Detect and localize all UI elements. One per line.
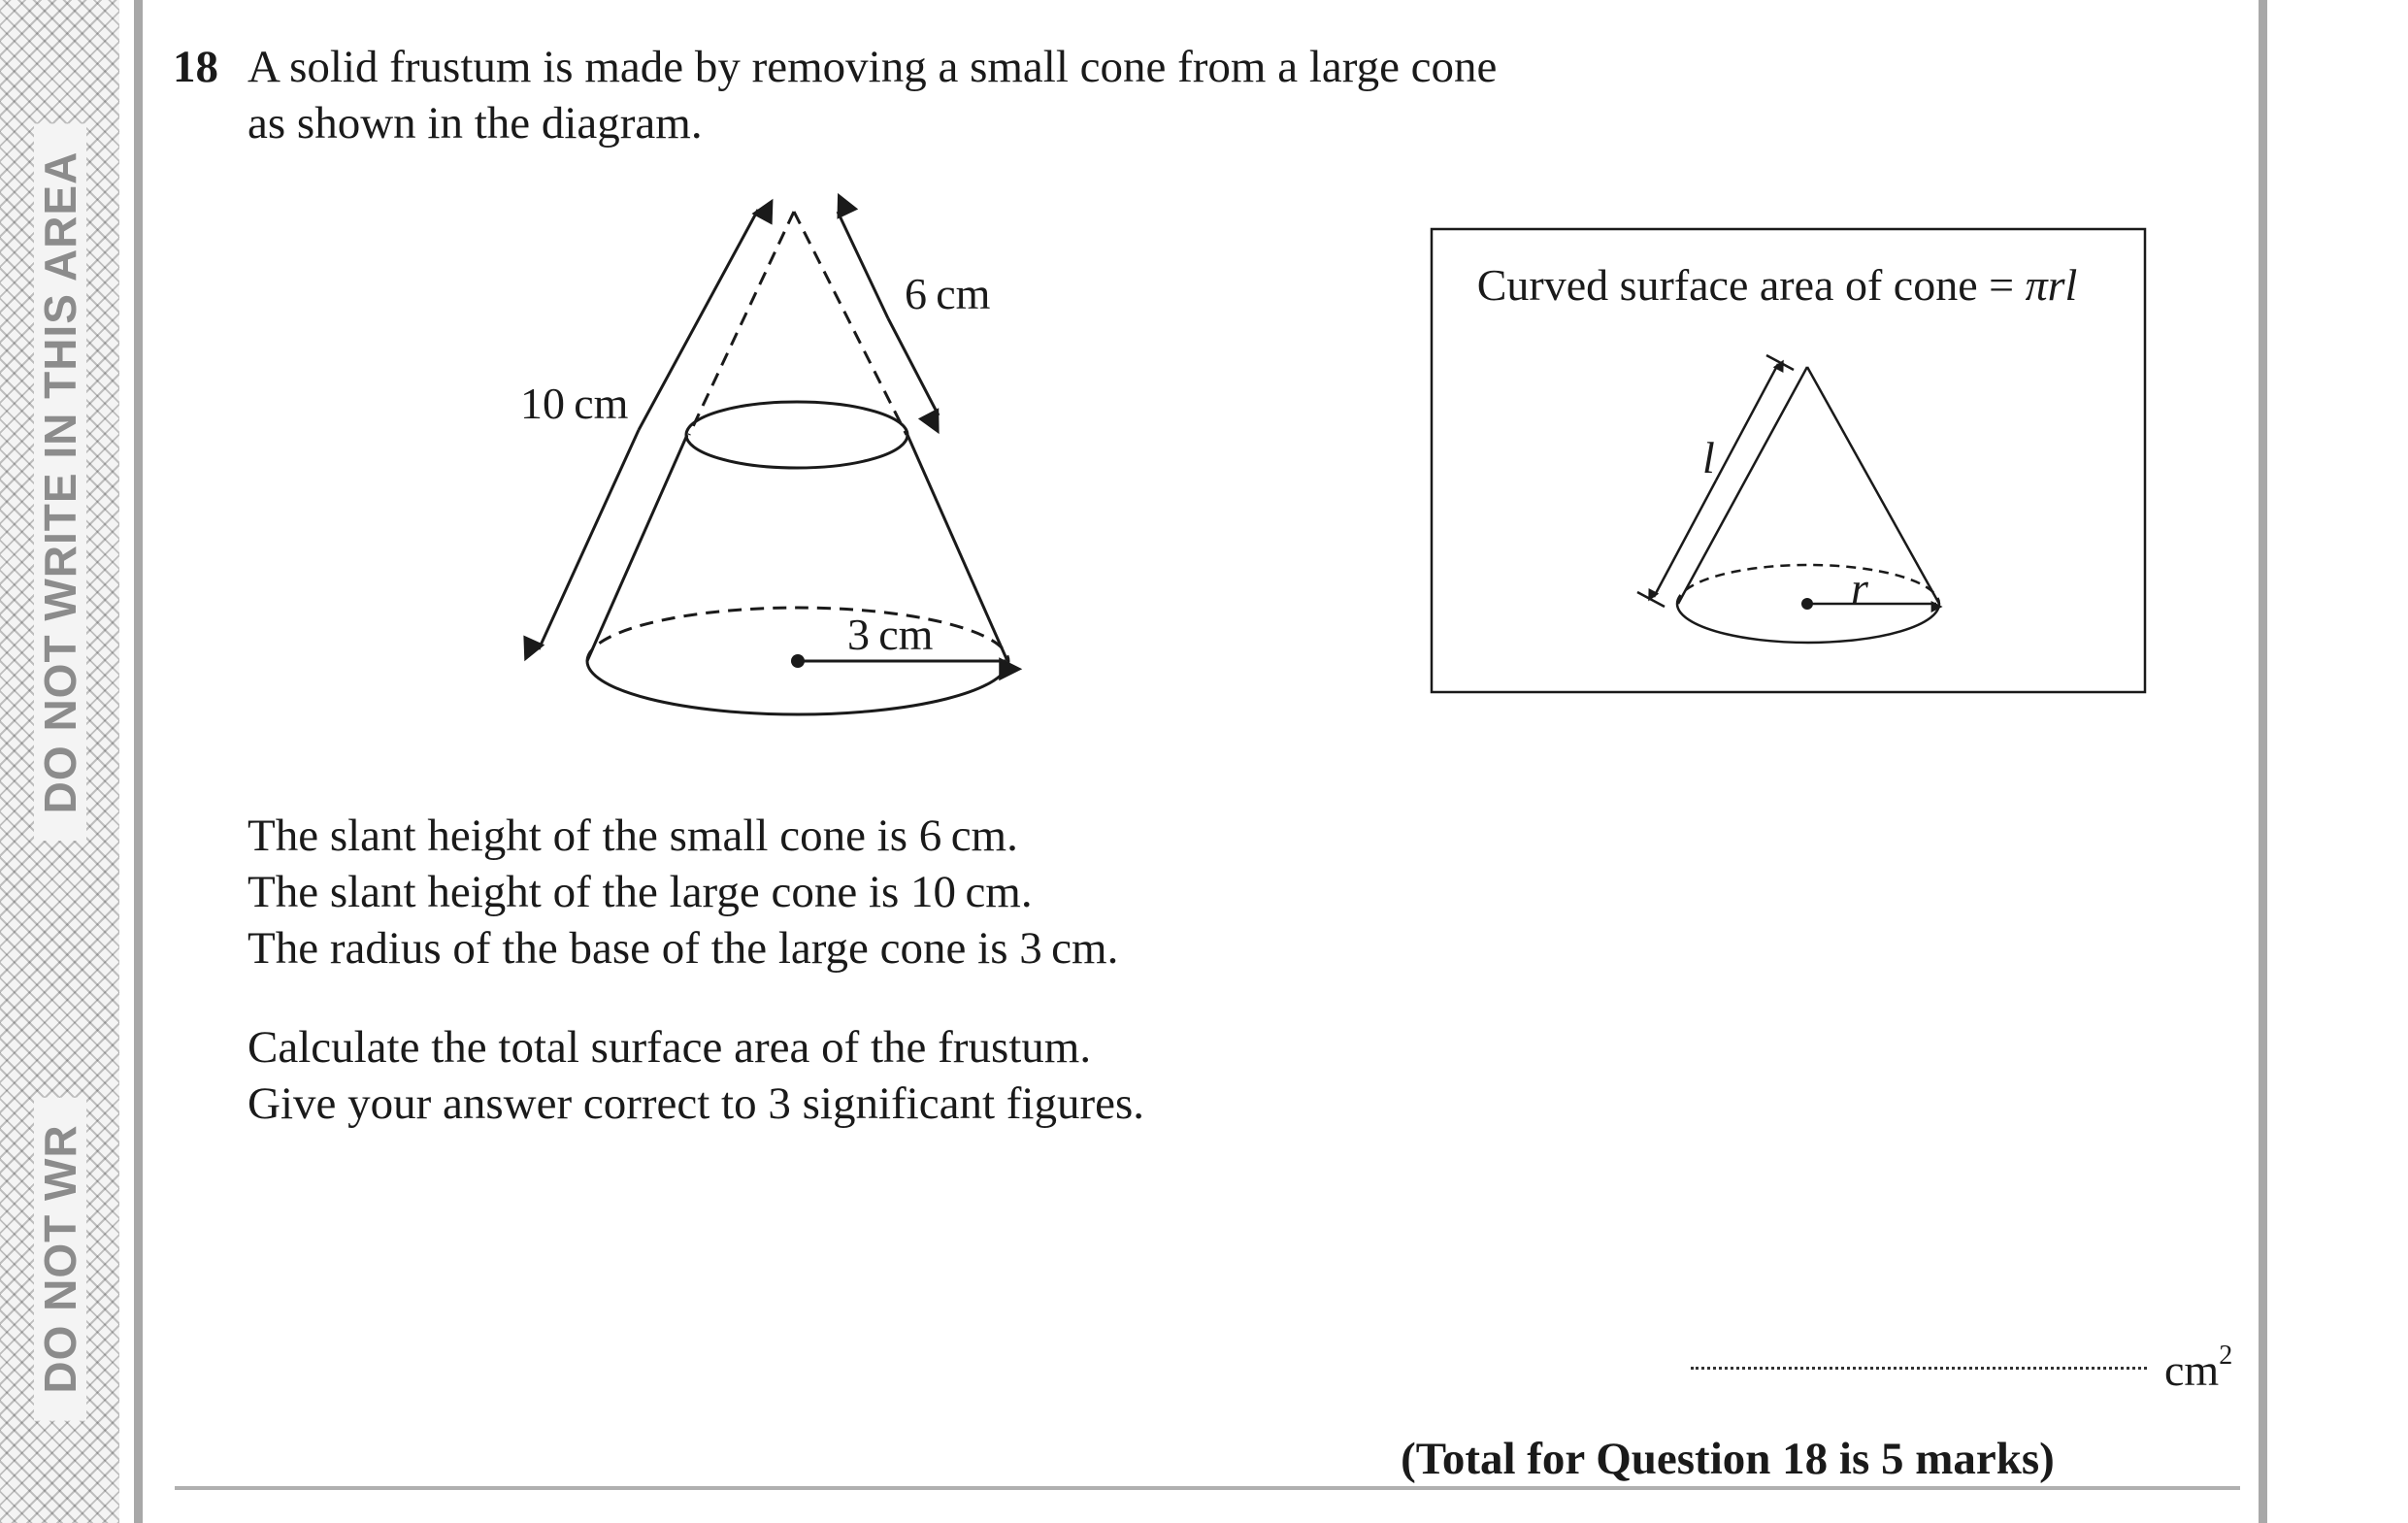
frustum-base-front — [587, 661, 1008, 714]
formula-radius-label: r — [1851, 563, 1868, 613]
do-not-write-warning: DO NOT WRITE IN THIS AREA — [34, 124, 86, 842]
formula-cone-right-side — [1807, 367, 1939, 604]
formula-slant-arrow-up — [1716, 364, 1778, 480]
fact-radius: The radius of the base of the large cone is 3 cm. — [247, 923, 1119, 974]
small-slant-label: 6 cm — [905, 269, 991, 318]
answer-unit-text: cm — [2164, 1345, 2220, 1395]
answer-unit-power: 2 — [2219, 1341, 2233, 1371]
large-slant-label: 10 cm — [520, 379, 629, 428]
small-slant-arrow — [888, 318, 939, 415]
small-slant-arrow-top — [838, 212, 888, 318]
frustum-left-side — [587, 435, 687, 661]
formula-cone-centre-dot — [1801, 598, 1813, 610]
formula-title-text: Curved surface area of cone = — [1476, 260, 2026, 310]
formula-title-expression: πrl — [2025, 260, 2078, 310]
formula-cone-base-back-dashed — [1677, 565, 1939, 604]
total-marks: (Total for Question 18 is 5 marks) — [1401, 1434, 2055, 1484]
radius-label: 3 cm — [847, 610, 934, 659]
formula-cone-left-side — [1678, 367, 1807, 604]
frustum-top-ellipse — [686, 402, 907, 468]
instruction-calculate: Calculate the total surface area of the frustum. — [247, 1022, 1092, 1073]
instruction-accuracy: Give your answer correct to 3 significant figures. — [247, 1078, 1145, 1129]
answer-line[interactable] — [1691, 1367, 2147, 1370]
large-slant-arrow-top — [639, 210, 758, 430]
do-not-write-warning-partial: DO NOT WR — [34, 1097, 86, 1420]
answer-unit — [2164, 1331, 2232, 1396]
formula-cone-base-front — [1677, 604, 1939, 643]
formula-cone — [1637, 355, 1939, 643]
formula-slant-tick-bottom — [1637, 592, 1665, 607]
base-centre-dot — [791, 654, 805, 668]
formula-slant-tick-top — [1766, 355, 1794, 370]
question-intro-line-2: as shown in the diagram. — [247, 98, 703, 149]
question-bottom-rule — [175, 1486, 2240, 1490]
fact-large-slant: The slant height of the large cone is 10 cm. — [247, 867, 1033, 917]
question-number: 18 — [173, 42, 218, 92]
fact-small-slant: The slant height of the small cone is 6 cm. — [247, 811, 1018, 861]
formula-slant-label: l — [1702, 433, 1715, 482]
formula-title — [1423, 258, 2131, 313]
frustum-base-back-dashed — [587, 608, 1008, 661]
large-slant-arrow — [539, 430, 639, 649]
question-intro-line-1: A solid frustum is made by removing a small cone from a large cone — [247, 42, 1498, 92]
